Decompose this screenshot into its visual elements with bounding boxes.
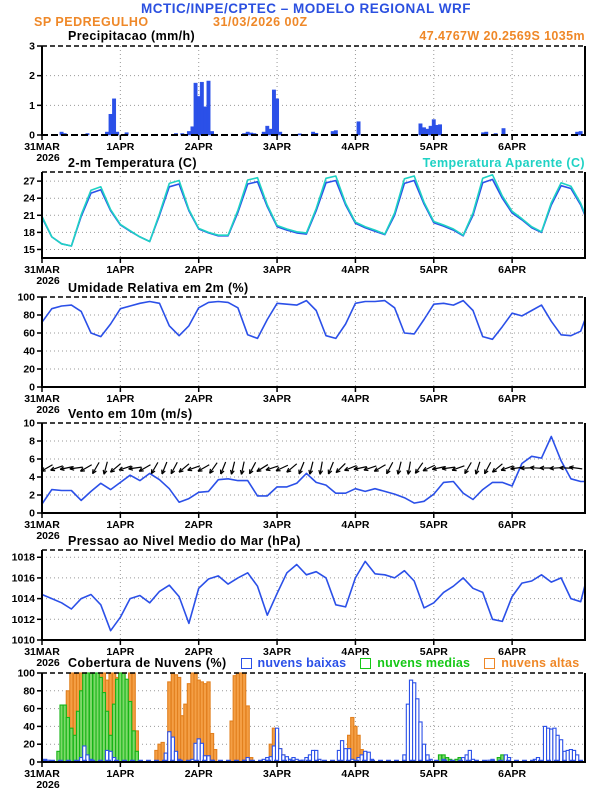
legend-swatch-nuvens-altas-icon [484,658,495,669]
svg-text:1: 1 [29,99,35,112]
svg-text:5APR: 5APR [419,393,448,405]
svg-text:1014: 1014 [11,593,35,606]
svg-text:4: 4 [29,471,35,484]
svg-text:3APR: 3APR [263,264,292,276]
panel-title-pressure: Pressao ao Nivel Medio do Mar (hPa) [68,534,301,548]
svg-text:1APR: 1APR [106,264,135,276]
svg-text:3APR: 3APR [263,519,292,531]
precip-bar [266,126,269,135]
svg-text:4APR: 4APR [341,141,370,153]
cloud-bar [168,732,171,762]
svg-text:2026: 2026 [36,530,60,542]
svg-text:3APR: 3APR [263,393,292,405]
svg-text:6APR: 6APR [498,646,527,658]
svg-text:4APR: 4APR [341,768,370,780]
svg-text:5APR: 5APR [419,141,448,153]
svg-text:2026: 2026 [36,657,60,669]
svg-text:31MAR: 31MAR [24,768,60,780]
svg-text:21: 21 [23,209,35,222]
svg-text:0: 0 [29,129,35,142]
svg-text:31MAR: 31MAR [24,519,60,531]
svg-text:5APR: 5APR [419,519,448,531]
svg-text:4APR: 4APR [341,393,370,405]
svg-text:0: 0 [29,756,35,769]
svg-text:2026: 2026 [36,152,60,164]
legend-label-nuvens-medias: nuvens medias [377,656,471,670]
cloud-cover-panel [17,668,586,792]
cloud-bar [187,684,190,762]
cloud-bar [419,722,422,762]
temperature-2m-line [42,179,585,246]
svg-text:40: 40 [23,720,35,733]
app-title: MCTIC/INPE/CPTEC – MODELO REGIONAL WRF [140,1,471,16]
svg-text:2: 2 [29,489,35,502]
svg-text:40: 40 [23,345,35,358]
cloud-bar [560,740,563,762]
svg-text:31MAR: 31MAR [24,264,60,276]
relative-humidity-2m-panel [17,292,586,417]
svg-text:6APR: 6APR [498,768,527,780]
svg-text:31MAR: 31MAR [24,141,60,153]
svg-text:1APR: 1APR [106,141,135,153]
svg-text:5APR: 5APR [419,768,448,780]
panel-title-humidity: Umidade Relativa em 2m (%) [68,281,249,295]
svg-text:4APR: 4APR [341,646,370,658]
temperature-2m-line [42,175,585,246]
svg-text:2APR: 2APR [184,393,213,405]
cloud-panel-header [68,656,579,670]
svg-text:5APR: 5APR [419,264,448,276]
svg-text:2APR: 2APR [184,646,213,658]
svg-text:4APR: 4APR [341,519,370,531]
svg-text:6APR: 6APR [498,141,527,153]
svg-text:1012: 1012 [11,613,35,626]
svg-text:80: 80 [23,309,35,322]
cloud-bar [70,728,73,762]
cloud-bar [340,741,343,762]
svg-text:27: 27 [23,175,35,188]
svg-text:60: 60 [23,703,35,716]
svg-text:100: 100 [17,291,35,304]
legend-swatch-nuvens-medias-icon [360,658,371,669]
svg-text:31MAR: 31MAR [24,646,60,658]
precip-bar [438,125,441,135]
svg-text:10: 10 [23,417,35,430]
cloud-bar [135,751,138,762]
model-run-timestamp: 31/03/2026 00Z [213,15,308,29]
svg-text:100: 100 [17,667,35,680]
legend-swatch-nuvens-baixas-icon [241,658,252,669]
precip-bar [422,128,425,135]
svg-text:3: 3 [29,40,35,53]
svg-text:1018: 1018 [11,551,35,564]
svg-text:1APR: 1APR [106,393,135,405]
svg-text:1016: 1016 [11,572,35,585]
svg-text:6APR: 6APR [498,519,527,531]
svg-text:2APR: 2APR [184,141,213,153]
cloud-bar [125,679,128,762]
svg-text:15: 15 [23,243,35,256]
precip-bar [207,81,210,135]
mean-sea-level-pressure-panel [12,550,586,669]
precip-bar [419,124,422,135]
svg-text:1APR: 1APR [106,646,135,658]
precipitation-panel [24,41,586,165]
cloud-bar [422,744,425,762]
svg-text:1APR: 1APR [106,519,135,531]
svg-text:0: 0 [29,381,35,394]
svg-text:80: 80 [23,685,35,698]
panel-title-precipitation: Precipitacao (mm/h) [68,29,196,43]
svg-text:31MAR: 31MAR [24,393,60,405]
station-name: SP PEDREGULHO [34,15,149,29]
svg-text:4APR: 4APR [341,264,370,276]
cloud-bar [184,704,187,762]
cloud-bar [246,706,249,762]
legend-label-nuvens-altas: nuvens altas [501,656,580,670]
precip-bar [275,99,278,135]
svg-text:1010: 1010 [11,634,35,647]
svg-text:2: 2 [29,70,35,83]
svg-text:3APR: 3APR [263,141,292,153]
svg-text:3APR: 3APR [263,646,292,658]
relative-humidity-2m-line [42,301,585,340]
svg-text:3APR: 3APR [263,768,292,780]
svg-text:6APR: 6APR [498,393,527,405]
temperature-2m-panel [23,172,586,287]
svg-text:18: 18 [23,226,35,239]
svg-text:2026: 2026 [36,779,60,791]
precip-bar [357,122,360,135]
svg-text:1APR: 1APR [106,768,135,780]
svg-text:20: 20 [23,363,35,376]
svg-text:20: 20 [23,738,35,751]
svg-text:6: 6 [29,453,35,466]
panel-title-apparent-temperature: Temperatura Aparente (C) [422,156,585,170]
svg-text:2APR: 2APR [184,768,213,780]
station-coordinates: 47.4767W 20.2569S 1035m [419,29,585,43]
svg-text:60: 60 [23,327,35,340]
svg-text:2APR: 2APR [184,264,213,276]
cloud-bar [556,735,559,762]
svg-text:2026: 2026 [36,404,60,416]
svg-text:5APR: 5APR [419,646,448,658]
wind-barbs [41,462,582,475]
cloud-bar [66,718,69,763]
cloud-bar [243,673,246,762]
cloud-bar [129,701,132,762]
cloud-bar [89,673,92,762]
precip-bar [203,107,206,135]
svg-text:2APR: 2APR [184,519,213,531]
precip-bar [109,114,112,135]
svg-text:8: 8 [29,435,35,448]
svg-text:2026: 2026 [36,275,60,287]
panel-title-cloud-cover: Cobertura de Nuvens (%) [68,656,227,670]
cloud-bar [207,682,210,762]
wind-10m-panel [23,418,586,543]
mean-sea-level-pressure-line [42,561,585,630]
svg-text:0: 0 [29,507,35,520]
panel-title-wind: Vento em 10m (m/s) [68,407,193,421]
precip-bar [298,134,301,135]
panel-title-temperature: 2-m Temperatura (C) [68,156,197,170]
legend-label-nuvens-baixas: nuvens baixas [257,656,347,670]
precip-bar [112,99,115,135]
svg-text:24: 24 [23,192,35,205]
svg-text:6APR: 6APR [498,264,527,276]
